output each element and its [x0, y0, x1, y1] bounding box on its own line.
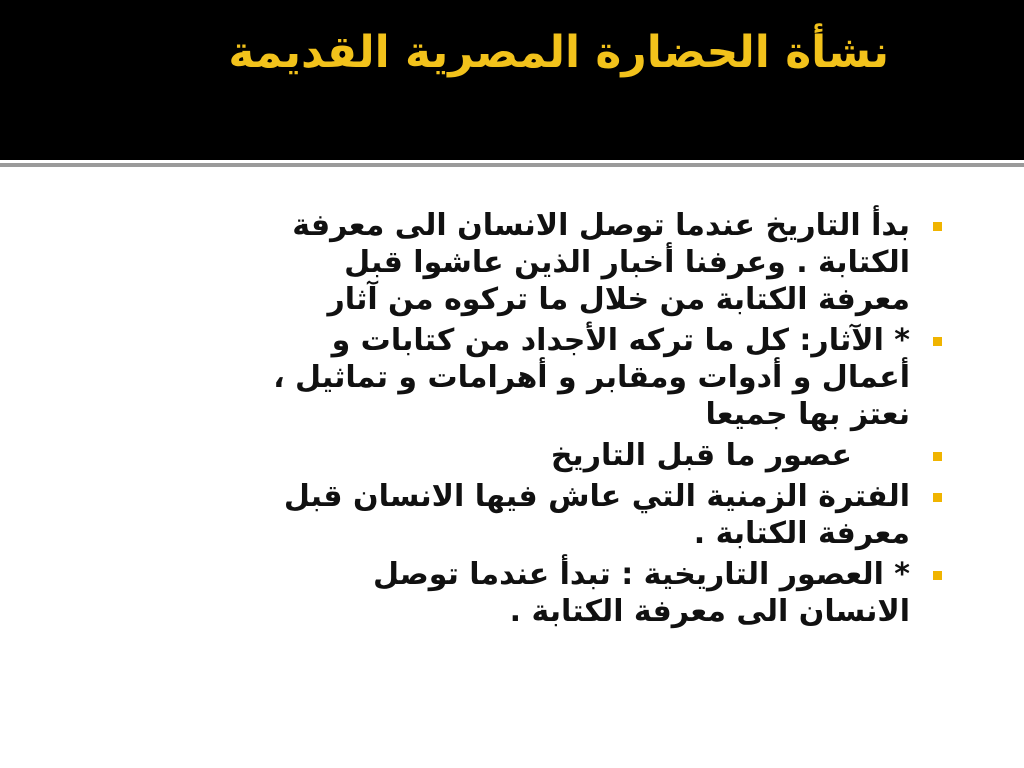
bullet-item-3: [80, 437, 944, 474]
bullet-5-line-1: * العصور التاريخية : تبدأ عندما توصل: [373, 557, 910, 592]
bullet-3-line-1: عصور ما قبل التاريخ: [550, 438, 852, 473]
bullet-5-line-2: الانسان الى معرفة الكتابة .: [509, 594, 910, 629]
bullet-item-1: [80, 207, 944, 318]
bullet-2-line-2: أعمال و أدوات ومقابر و أهرامات و تماثيل ،: [273, 360, 910, 395]
bullet-item-2: [80, 322, 944, 433]
square-bullet-icon: [933, 222, 942, 231]
title-band: [0, 0, 1024, 160]
square-bullet-icon: [933, 452, 942, 461]
bullet-2-line-3: نعتز بها جميعا: [705, 397, 910, 432]
square-bullet-icon: [933, 493, 942, 502]
bullet-4-line-1: الفترة الزمنية التي عاش فيها الانسان قبل: [283, 479, 910, 514]
bullet-4-line-2: معرفة الكتابة .: [693, 516, 910, 551]
bullet-item-4: [80, 478, 944, 552]
square-bullet-icon: [933, 571, 942, 580]
bullet-2-line-1: * الآثار: كل ما تركه الأجداد من كتابات و: [331, 323, 910, 358]
bullet-item-5: [80, 556, 944, 630]
bullet-1-line-3: معرفة الكتابة من خلال ما تركوه من آثار: [327, 282, 910, 317]
title-divider: [0, 163, 1024, 167]
square-bullet-icon: [933, 337, 942, 346]
slide-title: نشأة الحضارة المصرية القديمة: [228, 27, 889, 78]
bullet-1-line-1: بدأ التاريخ عندما توصل الانسان الى معرفة: [292, 208, 910, 243]
bullet-1-line-2: الكتابة . وعرفنا أخبار الذين عاشوا قبل: [344, 245, 910, 280]
bullet-list: [80, 207, 944, 634]
